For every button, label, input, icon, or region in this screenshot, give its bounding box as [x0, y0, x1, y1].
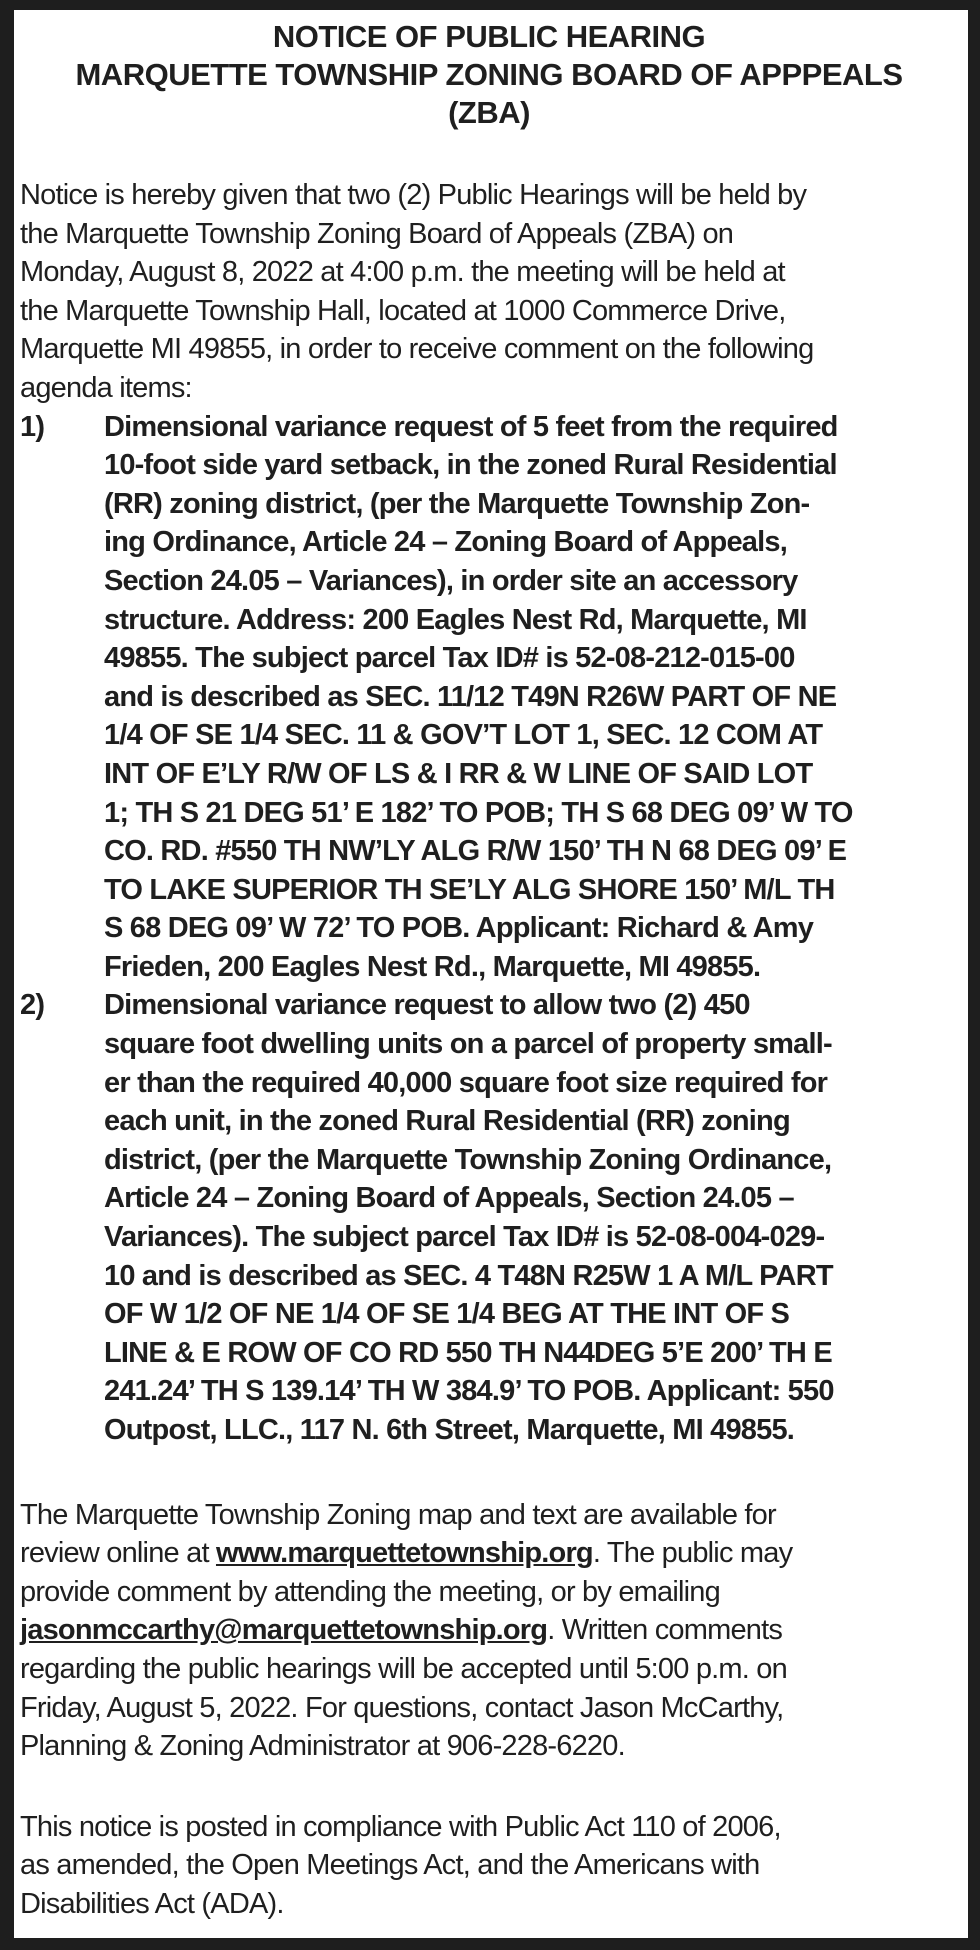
text-line: Friday, August 5, 2022. For questions, contact Jason McCarthy,	[20, 1691, 784, 1724]
text-line: S 68 DEG 09’ W 72’ TO POB. Applicant: Richard & Amy	[104, 912, 814, 945]
item-text	[104, 986, 958, 1449]
text-line: MARQUETTE TOWNSHIP ZONING BOARD OF APPPEALS	[75, 57, 903, 92]
text-line: Variances). The subject parcel Tax ID# is 52-08-004-029-	[104, 1221, 825, 1254]
text-line: This notice is posted in compliance with Public Act 110 of 2006,	[20, 1810, 781, 1843]
text-line: Outpost, LLC., 117 N. 6th Street, Marquette, MI 49855.	[104, 1414, 795, 1446]
text-line: agenda items:	[20, 371, 192, 404]
text-line: the Marquette Township Hall, located at 1000 Commerce Drive,	[20, 294, 786, 327]
text-line: each unit, in the zoned Rural Residential (RR) zoning	[104, 1105, 790, 1138]
text-line: LINE & E ROW OF CO RD 550 TH N44DEG 5’E 200’ TH E	[104, 1336, 832, 1369]
text-line: Frieden, 200 Eagles Nest Rd., Marquette, MI 49855.	[104, 950, 761, 983]
text-line: TO LAKE SUPERIOR TH SE’LY ALG SHORE 150’ M/L TH	[104, 873, 835, 906]
text-line: provide comment by attending the meeting, or by emailing	[20, 1575, 720, 1608]
text-line: regarding the public hearings will be accepted until 5:00 p.m. on	[20, 1652, 787, 1685]
agenda-item	[20, 408, 958, 987]
text-line: Marquette MI 49855, in order to receive comment on the following	[20, 333, 814, 366]
compliance-paragraph	[20, 1808, 958, 1924]
agenda-items	[20, 408, 958, 1450]
text-line: OF W 1/2 OF NE 1/4 OF SE 1/4 BEG AT THE INT OF S	[104, 1298, 790, 1331]
text-line: Monday, August 8, 2022 at 4:00 p.m. the meeting will be held at	[20, 256, 785, 289]
text-line: 10 and is described as SEC. 4 T48N R25W 1 A M/L PART	[104, 1259, 833, 1292]
text-line: Dimensional variance request to allow two (2) 450	[104, 989, 750, 1022]
text-line: 1; TH S 21 DEG 51’ E 182’ TO POB; TH S 68 DEG 09’ W TO	[104, 796, 853, 829]
text-line: NOTICE OF PUBLIC HEARING	[272, 19, 706, 54]
text-line: 241.24’ TH S 139.14’ TH W 384.9’ TO POB. Applicant: 550	[104, 1375, 834, 1408]
text-line: CO. RD. #550 TH NW’LY ALG R/W 150’ TH N 68 DEG 09’ E	[104, 835, 847, 868]
text-segment: . The public may	[592, 1537, 793, 1570]
intro-paragraph	[20, 176, 958, 408]
text-line: Disabilities Act (ADA).	[20, 1887, 284, 1920]
text-line: structure. Address: 200 Eagles Nest Rd, Marquette, MI	[104, 603, 807, 636]
text-line: as amended, the Open Meetings Act, and the Americans with	[20, 1849, 760, 1882]
notice-title	[20, 18, 958, 132]
link-text: jasonmccarthy@marquettetownship.org	[20, 1614, 548, 1647]
text-line	[20, 1534, 958, 1573]
text-line: the Marquette Township Zoning Board of Appeals (ZBA) on	[20, 217, 734, 250]
text-line: Dimensional variance request of 5 feet from the required	[104, 410, 838, 443]
text-line: The Marquette Township Zoning map and text are available for	[20, 1498, 776, 1531]
text-line: er than the required 40,000 square foot size required for	[104, 1066, 828, 1099]
link-text: www.marquettetownship.org	[215, 1537, 593, 1570]
text-segment: review online at	[20, 1537, 216, 1570]
text-line: square foot dwelling units on a parcel of property small-	[104, 1028, 832, 1061]
text-segment: . Written comments	[547, 1614, 783, 1647]
item-number: 1)	[20, 410, 45, 443]
item-number: 2)	[20, 989, 45, 1022]
text-line: Section 24.05 – Variances), in order site an accessory	[104, 564, 798, 597]
text-line: Notice is hereby given that two (2) Public Hearings will be held by	[20, 179, 807, 211]
text-line: Planning & Zoning Administrator at 906-228-6220.	[20, 1730, 625, 1763]
text-line: district, (per the Marquette Township Zoning Ordinance,	[104, 1143, 832, 1176]
text-line: 1/4 OF SE 1/4 SEC. 11 & GOV’T LOT 1, SEC. 12 COM AT	[104, 719, 823, 752]
text-line: and is described as SEC. 11/12 T49N R26W PART OF NE	[104, 680, 837, 713]
text-line: 49855. The subject parcel Tax ID# is 52-08-212-015-00	[104, 642, 795, 675]
text-line	[20, 1611, 958, 1650]
availability-paragraph	[20, 1496, 958, 1766]
text-line: ing Ordinance, Article 24 – Zoning Board of Appeals,	[104, 526, 787, 559]
item-text	[104, 408, 958, 987]
text-line: 10-foot side yard setback, in the zoned Rural Residential	[104, 449, 837, 482]
agenda-item	[20, 986, 958, 1449]
text-line: INT OF E’LY R/W OF LS & I RR & W LINE OF SAID LOT	[104, 757, 813, 790]
text-line: (RR) zoning district, (per the Marquette Township Zon-	[104, 487, 810, 520]
text-line: (ZBA)	[448, 95, 530, 130]
notice-document	[14, 10, 968, 1938]
text-line: Article 24 – Zoning Board of Appeals, Section 24.05 –	[104, 1182, 794, 1215]
